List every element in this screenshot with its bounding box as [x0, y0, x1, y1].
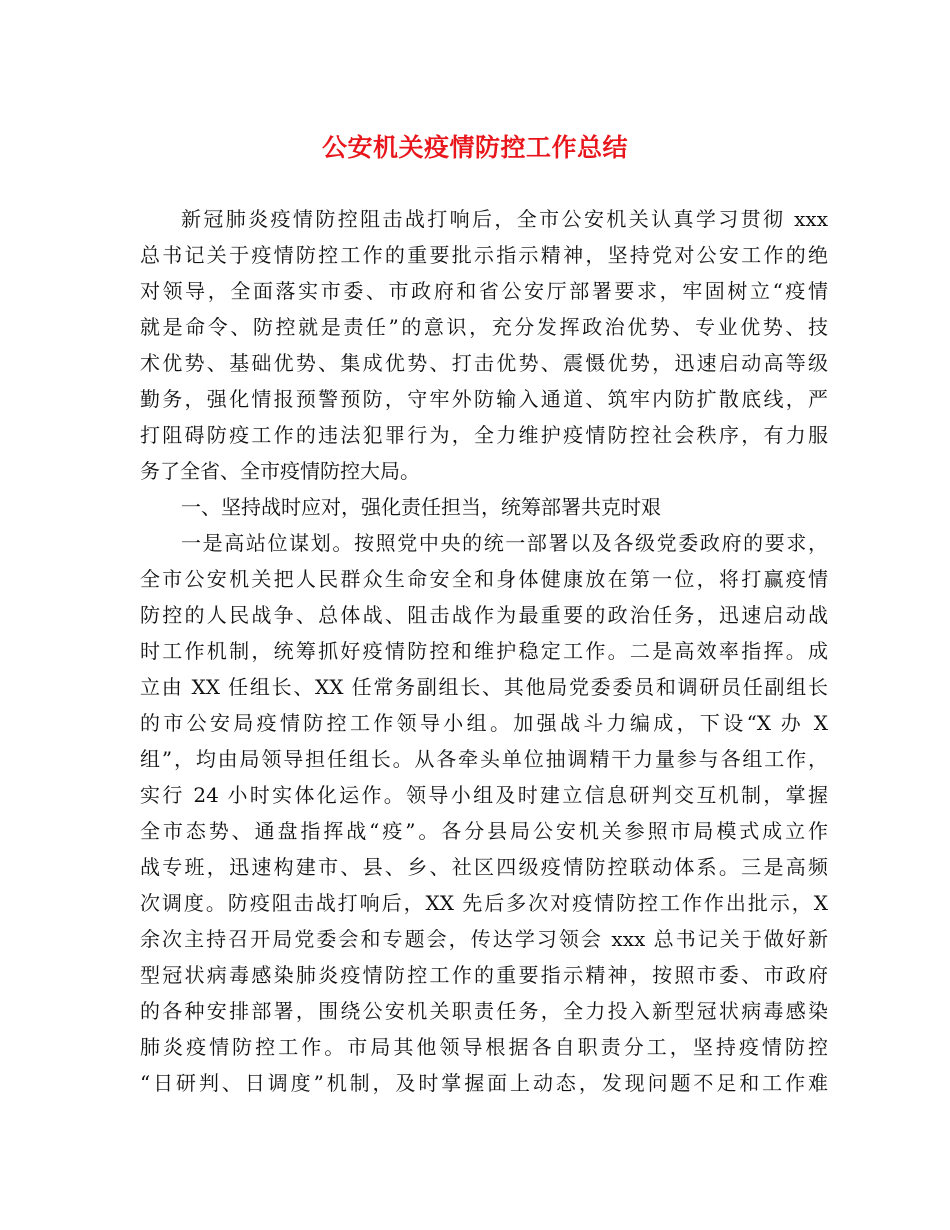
text-line: 时工作机制，统筹抓好疫情防控和维护稳定工作。二是高效率指挥。成 [140, 639, 828, 663]
text-line: 实行 24 小时实体化运作。领导小组及时建立信息研判交互机制，掌握 [140, 783, 828, 807]
text-line: 打阻碍防疫工作的违法犯罪行为，全力维护疫情防控社会秩序，有力服 [140, 423, 828, 447]
text-line: “日研判、日调度”机制，及时掌握面上动态，发现问题不足和工作难 [140, 1071, 828, 1095]
text-line: 的市公安局疫情防控工作领导小组。加强战斗力编成，下设“X 办 X [140, 711, 828, 735]
text-line: 的各种安排部署，围绕公安机关职责任务，全力投入新型冠状病毒感染 [140, 999, 828, 1023]
text-line: 务了全省、全市疫情防控大局。 [140, 459, 420, 483]
text-line: 组”，均由局领导担任组长。从各牵头单位抽调精干力量参与各组工作， [140, 747, 828, 771]
text-line: 型冠状病毒感染肺炎疫情防控工作的重要指示精神，按照市委、市政府 [140, 963, 828, 987]
text-line: 防控的人民战争、总体战、阻击战作为最重要的政治任务，迅速启动战 [140, 603, 828, 627]
section-heading: 一、坚持战时应对，强化责任担当，统筹部署共克时艰 [181, 495, 661, 519]
document-body [140, 201, 828, 1101]
text-line: 一是高站位谋划。按照党中央的统一部署以及各级党委政府的要求， [181, 531, 828, 555]
text-line: 对领导，全面落实市委、市政府和省公安厅部署要求，牢固树立“疫情 [140, 279, 828, 303]
text-line: 全市态势、通盘指挥战“疫”。各分县局公安机关参照市局模式成立作 [140, 819, 828, 843]
text-line: 全市公安机关把人民群众生命安全和身体健康放在第一位，将打赢疫情 [140, 567, 828, 591]
text-line: 战专班，迅速构建市、县、乡、社区四级疫情防控联动体系。三是高频 [140, 855, 828, 879]
text-line: 就是命令、防控就是责任”的意识，充分发挥政治优势、专业优势、技 [140, 315, 828, 339]
text-line: 新冠肺炎疫情防控阻击战打响后，全市公安机关认真学习贯彻 xxx [181, 207, 828, 231]
text-line: 余次主持召开局党委会和专题会，传达学习领会 xxx 总书记关于做好新 [140, 927, 828, 951]
text-line: 总书记关于疫情防控工作的重要批示指示精神，坚持党对公安工作的绝 [140, 243, 828, 267]
text-line: 次调度。防疫阻击战打响后，XX 先后多次对疫情防控工作作出批示，X [140, 891, 828, 915]
text-line: 勤务，强化情报预警预防，守牢外防输入通道、筑牢内防扩散底线，严 [140, 387, 828, 411]
document-title: 公安机关疫情防控工作总结 [321, 133, 628, 162]
text-line: 肺炎疫情防控工作。市局其他领导根据各自职责分工，坚持疫情防控 [140, 1035, 828, 1059]
text-line: 立由 XX 任组长、XX 任常务副组长、其他局党委委员和调研员任副组长 [140, 675, 828, 699]
text-line: 术优势、基础优势、集成优势、打击优势、震慑优势，迅速启动高等级 [140, 351, 828, 375]
